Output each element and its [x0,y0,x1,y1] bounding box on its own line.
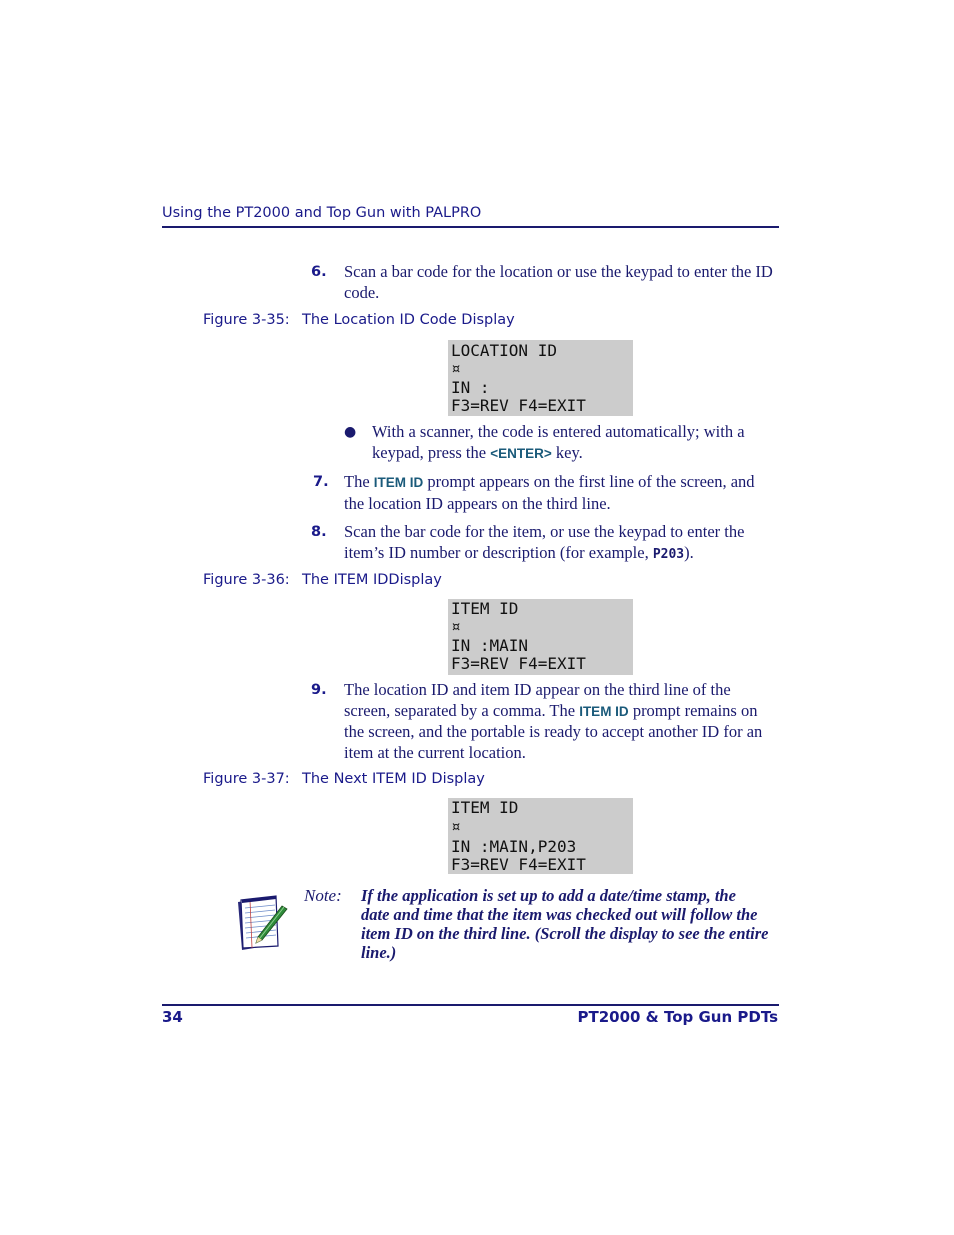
note-line-1: If the application is set up to add a date/time stamp, the [361,886,736,905]
lcd-line-4: F3=REV F4=EXIT [451,855,586,874]
step-8-text [344,522,784,565]
figure-3-37-title: The Next ITEM ID Display [302,771,485,787]
footer-rule [162,1004,779,1006]
bullet-text [372,422,782,464]
lcd-line-3: IN : [451,378,490,397]
step-7-text [344,472,784,514]
step-9-line-2 [344,701,784,723]
note-line-3: item ID on the third line. (Scroll the display to see the entire [361,924,769,943]
lcd-line-4: F3=REV F4=EXIT [451,396,586,415]
figure-3-36-caption [203,572,623,588]
book-title: PT2000 & Top Gun PDTs [577,1008,778,1026]
example-code: P203 [652,546,685,562]
note-label: Note: [304,886,342,905]
step-9-line-2-post: prompt remains on [628,700,758,720]
note-line-4: line.) [361,943,397,962]
step-7-pre: The [344,472,374,491]
figure-3-36-number: Figure 3-36: [203,572,290,588]
lcd-line-3: IN :MAIN,P203 [451,837,577,856]
header-rule [162,226,779,228]
enter-key-label: <ENTER> [490,445,552,461]
step-8-line-2 [344,543,784,566]
lcd-line-2: ¤ [451,817,461,836]
figure-3-35-caption [203,312,623,328]
step-6-number: 6. [311,264,327,280]
step-7-number: 7. [313,474,329,490]
step-9-line-1: The location ID and item ID appear on the third line of the [344,680,731,699]
step-7-line-2: the location ID appears on the third line. [344,493,611,513]
lcd-line-2: ¤ [451,359,461,378]
figure-3-35-title: The Location ID Code Display [302,312,515,328]
figure-3-37-number: Figure 3-37: [203,771,290,787]
figure-3-36-title: The ITEM IDDisplay [302,572,442,588]
bullet-line-1: With a scanner, the code is entered automatically; with a [372,422,745,441]
step-6-line-2: code. [344,282,380,302]
note-text [361,886,781,962]
page-number: 34 [162,1008,183,1026]
step-8-line-2-post: ). [684,542,694,562]
lcd-display-location-id [448,340,633,416]
item-id-label: ITEM ID [373,475,424,490]
step-8-number: 8. [311,524,327,540]
step-9-line-2-pre: screen, separated by a comma. The [344,700,580,720]
step-7-line-1 [344,472,784,494]
lcd-display-next-item-id [448,798,633,874]
lcd-line-1: ITEM ID [451,599,519,618]
lcd-line-1: ITEM ID [451,798,519,817]
running-header: Using the PT2000 and Top Gun with PALPRO [162,205,482,221]
step-9-number: 9. [311,682,327,698]
figure-3-37-caption [203,771,623,787]
item-id-label: ITEM ID [579,703,629,719]
step-9-line-4: item at the current location. [344,742,526,762]
bullet-line-2-pre: keypad, press the [372,442,491,462]
figure-3-35-number: Figure 3-35: [203,312,290,328]
step-9-line-3: the screen, and the portable is ready to accept another ID for an [344,722,763,741]
bullet-line-2 [372,443,782,465]
step-9-text [344,680,784,763]
note-line-2: date and time that the item was checked out will follow the [361,905,758,924]
lcd-line-4: F3=REV F4=EXIT [451,654,586,673]
step-6-text [344,262,784,303]
notepad-pen-icon [232,892,290,952]
bullet-line-2-post: key. [551,442,583,462]
step-8-line-2-pre: item’s ID number or description (for example, [344,542,653,562]
lcd-line-2: ¤ [451,617,461,636]
lcd-line-1: LOCATION ID [451,341,557,360]
step-8-line-1: Scan the bar code for the item, or use the keypad to enter the [344,522,745,541]
lcd-display-item-id [448,599,633,675]
bullet-dot: ● [344,424,357,440]
lcd-line-3: IN :MAIN [451,636,529,655]
step-7-line-1-post: prompt appears on the first line of the screen, and [423,472,755,491]
step-6-line-1: Scan a bar code for the location or use the keypad to enter the ID [344,262,773,281]
